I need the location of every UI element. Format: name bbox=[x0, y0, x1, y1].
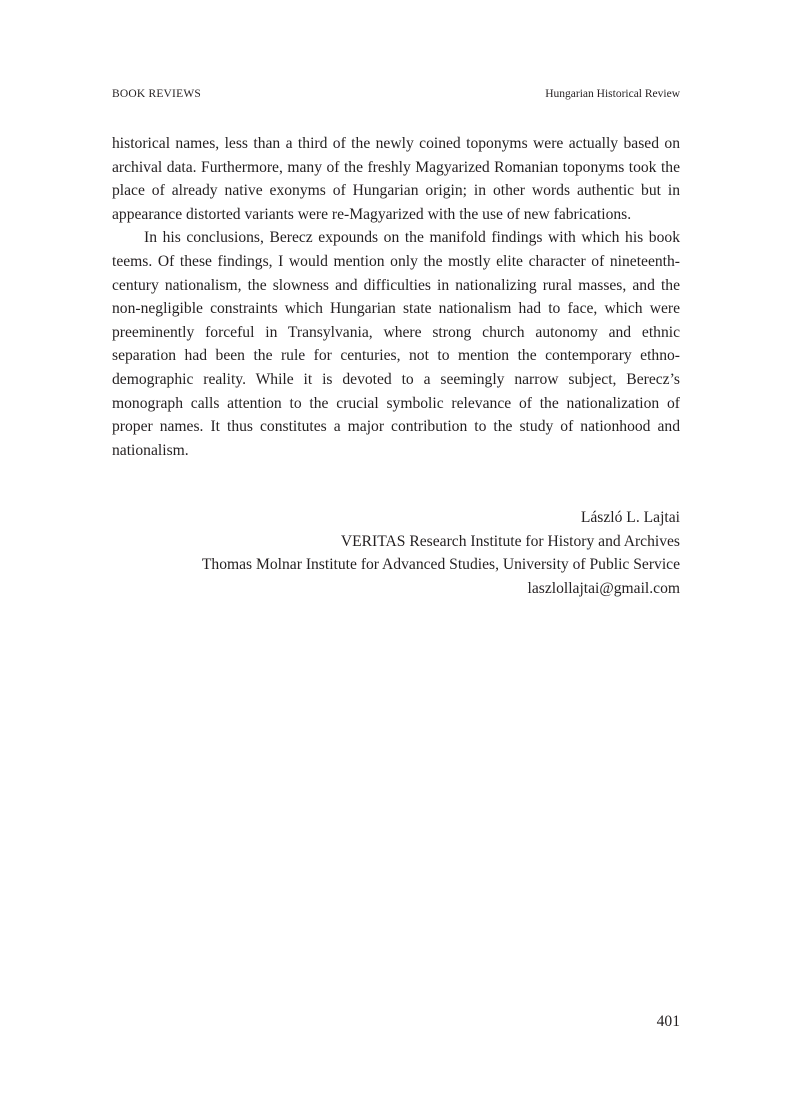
review-body bbox=[112, 132, 680, 462]
reviewer-name: László L. Lajtai bbox=[580, 509, 680, 526]
section-title: BOOK REVIEWS bbox=[112, 88, 201, 100]
reviewer-affiliation-1: VERITAS Research Institute for History and Archives bbox=[340, 532, 680, 550]
page-number: 401 bbox=[656, 1013, 680, 1030]
paragraph-continuation: historical names, less than a third of the newly coined toponyms were actually based on archival data. Furthermore, many of the freshly Magyarized Romanian toponyms took the place of already native exonyms of Hungarian origin; in other words authentic but in appearance distorted variants were re-Magyarized with the use of new fabrications. bbox=[112, 135, 680, 223]
reviewer-email: laszlollajtai@gmail.com bbox=[527, 579, 680, 597]
paragraph-conclusions: In his conclusions, Berecz expounds on the manifold findings with which his book teems. Of these findings, I would mention only the mostly elite character of nineteenth-century nationalism, the slowness and difficulties in nationalizing rural masses, and the non-negligible constraints which Hungarian state nationalism had to face, which were preeminently forceful in Transylvania, where strong church autonomy and ethnic separation had been the rule for centuries, not to mention the contemporary ethno-demographic reality. While it is devoted to a seemingly narrow subject, Berecz’s monograph calls attention to the crucial symbolic relevance of the nationalization of proper names. It thus constitutes a major contribution to the study of nationhood and nationalism. bbox=[112, 229, 680, 459]
journal-title: Hungarian Historical Review bbox=[545, 88, 680, 100]
running-header bbox=[112, 86, 680, 102]
reviewer-signature bbox=[112, 506, 680, 600]
reviewer-affiliation-2: Thomas Molnar Institute for Advanced Studies, University of Public Service bbox=[201, 556, 680, 574]
